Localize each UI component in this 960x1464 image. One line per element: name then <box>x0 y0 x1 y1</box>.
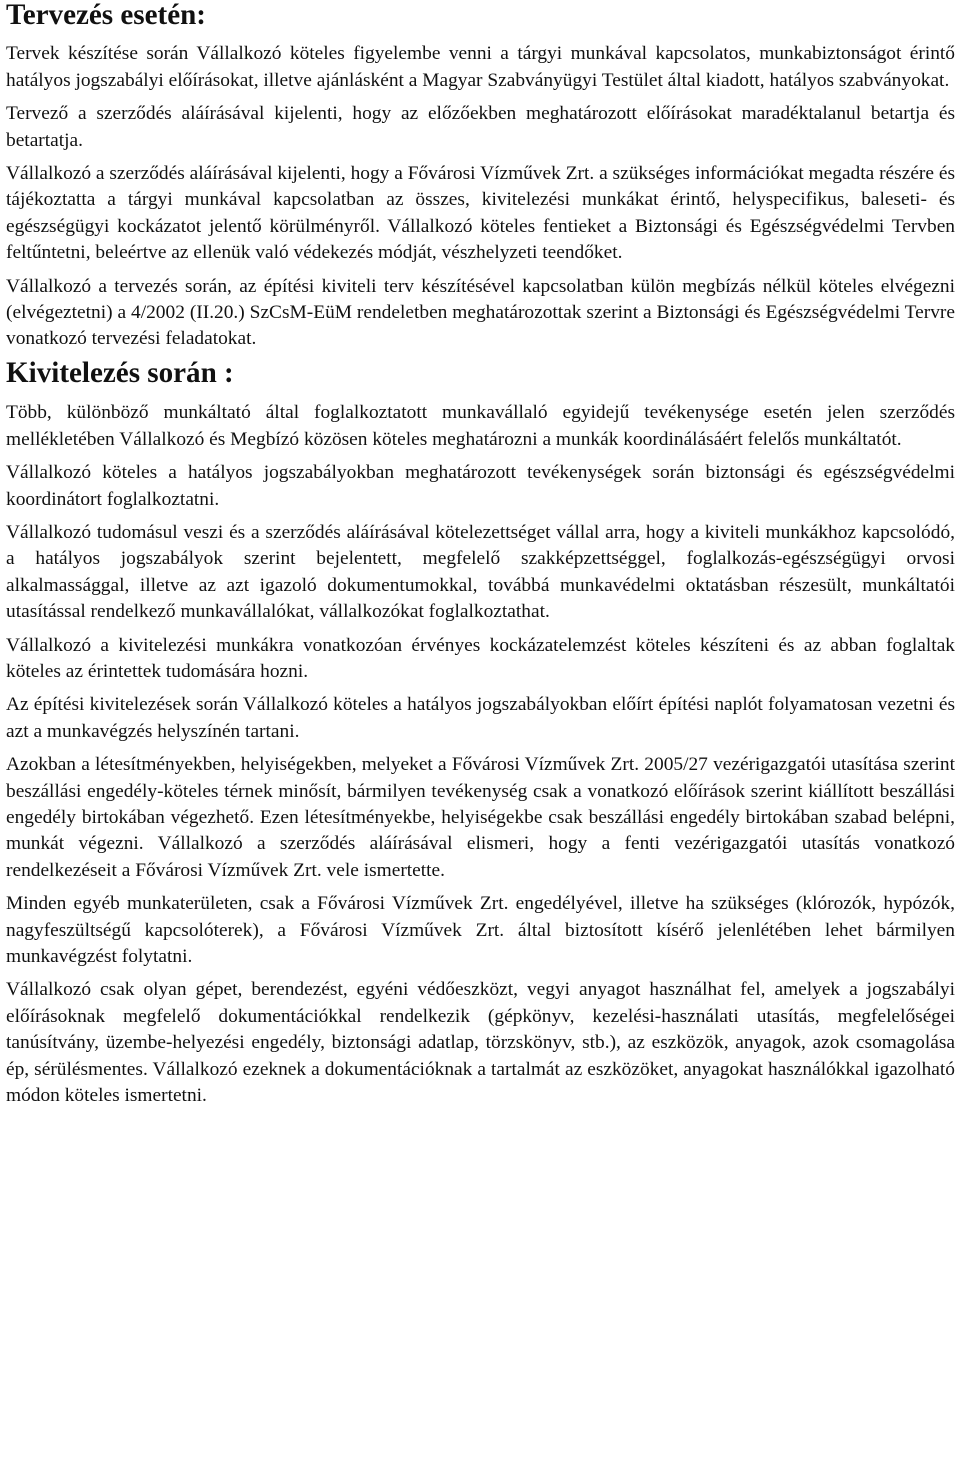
paragraph: Vállalkozó köteles a hatályos jogszabályokban meghatározott tevékenységek során biztonsági és egészségvédelmi koordinátort foglalkoztatni. <box>6 462 955 510</box>
paragraph: Tervező a szerződés aláírásával kijelenti, hogy az előzőekben meghatározott előírásokat maradéktalanul betartja és betartatja. <box>6 103 955 151</box>
paragraph: Vállalkozó tudomásul veszi és a szerződés aláírásával kötelezettséget vállal arra, hogy a kiviteli munkákhoz kapcsolódó, a hatályos jogszabályok szerint bejelentett, megfelelő szakképzettséggel, foglalkozás-egészségügyi orvosi alkalmassággal, illetve az azt igazoló dokumentumokkal, továbbá munkavédelmi oktatásban részesült, munkáltatói utasítással rendelkező munkavállalókat, vállalkozókat foglalkoztathat. <box>6 521 955 623</box>
paragraph: Vállalkozó a kivitelezési munkákra vonatkozóan érvényes kockázatelemzést köteles készíteni és az abban foglaltak köteles az érintettek tudomására hozni. <box>6 634 955 682</box>
document-page <box>6 0 955 1116</box>
section-heading-design: Tervezés esetén: <box>6 0 206 31</box>
paragraph: Több, különböző munkáltató által foglalkoztatott munkavállaló egyidejű tevékenysége esetén jelen szerződés mellékletében Vállalkozó és Megbízó közösen köteles meghatározni a munkák koordinálásáért felelős munkáltatót. <box>6 402 955 450</box>
paragraph: Az építési kivitelezések során Vállalkozó köteles a hatályos jogszabályokban előírt építési naplót folyamatosan vezetni és azt a munkavégzés helyszínén tartani. <box>6 694 955 742</box>
paragraph: Azokban a létesítményekben, helyiségekben, melyeket a Fővárosi Vízművek Zrt. 2005/27 vezérigazgatói utasítása szerint beszállási engedély-köteles térnek minősít, bármilyen tevékenység csak a vonatkozó előírások szerint kiállított beszállási engedély birtokában végezhető. Ezen létesítményekbe, helyiségekbe csak beszállási engedély birtokában szabad belépni, munkát végezni. Vállalkozó a szerződés aláírásával elismeri, hogy a fenti vezérigazgatói utasítás vonatkozó rendelkezéseit a Fővárosi Vízművek Zrt. vele ismertette. <box>6 754 955 881</box>
paragraph: Tervek készítése során Vállalkozó köteles figyelembe venni a tárgyi munkával kapcsolatos, munkabiztonságot érintő hatályos jogszabályi előírásokat, illetve ajánlásként a Magyar Szabványügyi Testület által kiadott, hatályos szabványokat. <box>6 43 955 91</box>
paragraph: Minden egyéb munkaterületen, csak a Fővárosi Vízművek Zrt. engedélyével, illetve ha szükséges (klórozók, hypózók, nagyfeszültségű kapcsolóterek), a Fővárosi Vízművek Zrt. által biztosított kísérő jelenlétében lehet bármilyen munkavégzést folytatni. <box>6 893 955 967</box>
paragraph: Vállalkozó a szerződés aláírásával kijelenti, hogy a Fővárosi Vízművek Zrt. a szükséges információkat megadta részére és tájékoztatta a tárgyi munkával kapcsolatban az összes, kivitelezési munkákat érintő, helyspecifikus, baleseti- és egészségügyi kockázatot jelentő körülményről. Vállalkozó köteles fentieket a Biztonsági és Egészségvédelmi Tervben feltűntetni, beleértve az ellenük való védekezés módját, vészhelyzeti teendőket. <box>6 163 955 264</box>
paragraph: Vállalkozó a tervezés során, az építési kiviteli terv készítésével kapcsolatban külön megbízás nélkül köteles elvégezni (elvégeztetni) a 4/2002 (II.20.) SzCsM-EüM rendeletben meghatározottak szerint a Biztonsági és Egészségvédelmi Tervre vonatkozó tervezési feladatokat. <box>6 275 955 350</box>
paragraph: Vállalkozó csak olyan gépet, berendezést, egyéni védőeszközt, vegyi anyagot használhat fel, amelyek a jogszabályi előírásoknak megfelelő dokumentációkkal rendelkezik (gépkönyv, kezelési-használati utasítás, megfelelőségei tanúsítvány, üzembe-helyezési engedély, biztonsági adatlap, törzskönyv, stb.), az eszközök, anyagok, azok csomagolása ép, sérülésmentes. Vállalkozó ezeknek a dokumentációknak a tartalmát az eszközöket, anyagokat használókkal igazolható módon köteles ismertetni. <box>6 979 955 1107</box>
section-heading-execution: Kivitelezés során : <box>6 356 234 389</box>
